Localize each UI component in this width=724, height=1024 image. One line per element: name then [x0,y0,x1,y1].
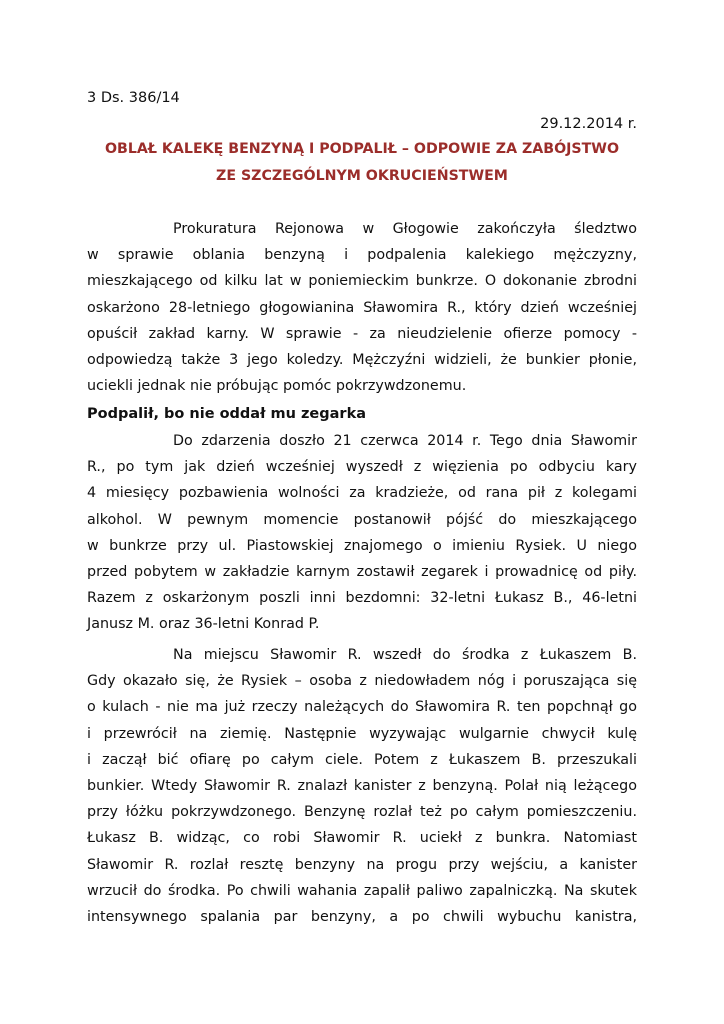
text-line: wrzucił do środka. Po chwili wahania zapalił paliwo zapalniczką. Na skutek [87,882,637,899]
text-line: przed pobytem w zakładzie karnym zostawił zegarek i prowadnicę od piły. [87,564,637,581]
text-line: Prokuratura Rejonowa w Głogowie zakończyła śledztwo [173,221,637,237]
text-line: Gdy okazało się, że Rysiek – osoba z niedowładem nóg i poruszająca się [87,673,637,690]
text-line: i zaczął bić ofiarę po całym ciele. Potem z Łukaszem B. przeszukali [87,751,637,768]
text-line: intensywnego spalania par benzyny, a po chwili wybuchu kanistra, [87,909,637,926]
headline [87,136,637,190]
text-line: Janusz M. oraz 36-letni Konrad P. [87,616,320,633]
headline-line: ZE SZCZEGÓLNYM OKRUCIEŃSTWEM [216,168,508,184]
text-line: o kulach - nie ma już rzeczy należących do Sławomira R. ten popchnął go [87,699,637,716]
text-line: mieszkającego od kilku lat w poniemieckim bunkrze. O dokonanie zbrodni [87,273,637,290]
text-line: Na miejscu Sławomir R. wszedł do środka z Łukaszem B. [173,647,637,663]
text-line: bunkier. Wtedy Sławomir R. znalazł kanister z benzyną. Polał nią leżącego [87,778,637,795]
text-line: uciekli jednak nie próbując pomóc pokrzywdzonemu. [87,378,467,395]
text-line: odpowiedzą także 3 jego koledzy. Mężczyźni widzieli, że bunkier płonie, [87,352,637,369]
text-line: przy łóżku pokrzywdzonego. Benzynę rozlał też po całym pomieszczeniu. [87,804,637,821]
text-line: Sławomir R. rozlał resztę benzyny na progu przy wejściu, a kanister [87,856,637,873]
headline-line: OBLAŁ KALEKĘ BENZYNĄ I PODPALIŁ – ODPOWIE ZA ZABÓJSTWO [104,141,620,157]
text-line: opuścił zakład karny. W sprawie - za nieudzielenie ofierze pomocy - [87,325,637,342]
text-line: oskarżono 28-letniego głogowianina Sławomira R., który dzień wcześniej [87,299,637,316]
text-line: w sprawie oblania benzyną i podpalenia kalekiego mężczyzny, [87,247,637,264]
paragraph-events [87,642,637,930]
text-line: R., po tym jak dzień wcześniej wyszedł z więzienia po odbyciu kary [87,459,637,476]
case-number: 3 Ds. 386/14 [87,90,180,106]
text-line: i przewrócił na ziemię. Następnie wyzywając wulgarnie chwycił kulę [87,725,637,742]
text-line: Razem z oskarżonym poszli inni bezdomni: 32-letni Łukasz B., 46-letni [87,590,637,607]
document-date: 29.12.2014 r. [540,116,637,132]
text-line: 4 miesięcy pozbawienia wolności za kradzieże, od rana pił z kolegami [87,485,637,502]
section-subheading: Podpalił, bo nie oddał mu zegarka [87,406,367,422]
paragraph-intro [87,216,637,399]
text-line: alkohol. W pewnym momencie postanowił pójść do mieszkającego [87,511,637,528]
text-line: Do zdarzenia doszło 21 czerwca 2014 r. Tego dnia Sławomir [173,433,637,449]
paragraph-incident [87,428,637,638]
text-line: Łukasz B. widząc, co robi Sławomir R. uciekł z bunkra. Natomiast [87,830,637,847]
text-line: w bunkrze przy ul. Piastowskiej znajomego o imieniu Rysiek. U niego [87,537,637,554]
